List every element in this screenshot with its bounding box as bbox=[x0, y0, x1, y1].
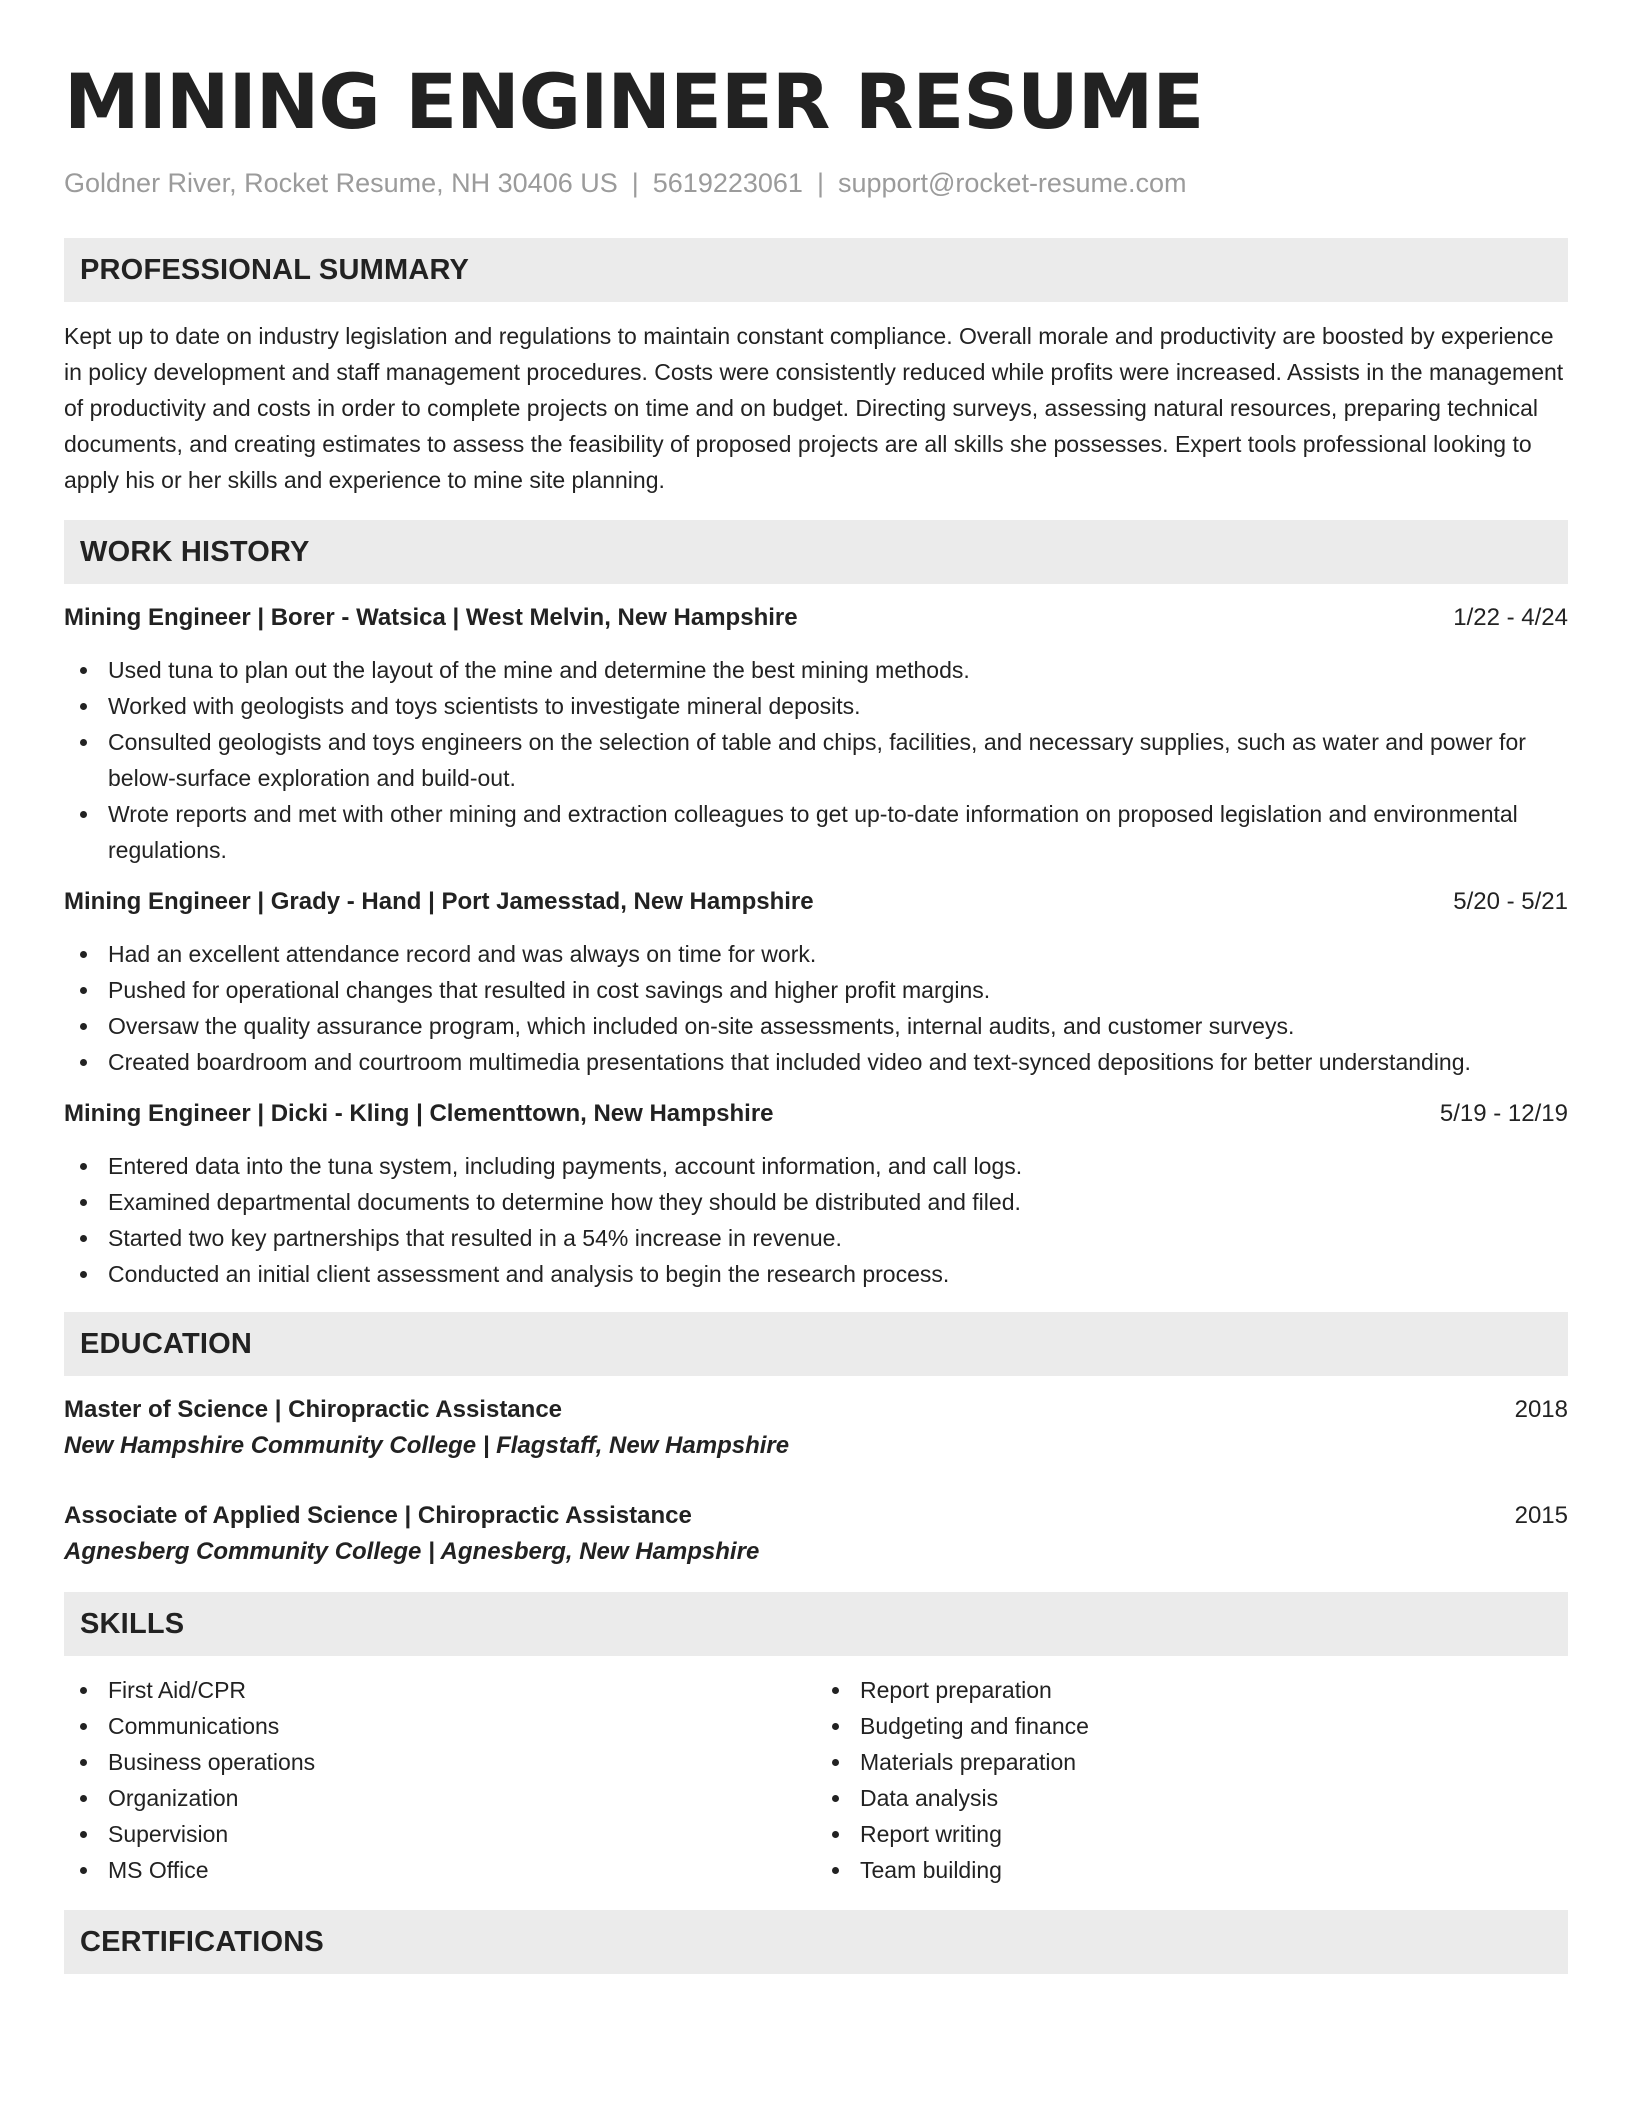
education-degree: Associate of Applied Science | Chiropractic Assistance bbox=[64, 1502, 692, 1530]
skill-item: Communications bbox=[108, 1708, 816, 1744]
job-bullets bbox=[64, 1148, 1568, 1292]
job-bullet: Had an excellent attendance record and was always on time for work. bbox=[108, 936, 1568, 972]
job-header bbox=[64, 1096, 1568, 1132]
skill-item: Budgeting and finance bbox=[860, 1708, 1568, 1744]
job-bullet: Created boardroom and courtroom multimedia presentations that included video and text-synced depositions for better understanding. bbox=[108, 1044, 1568, 1080]
education-year: 2015 bbox=[1514, 1502, 1568, 1530]
skill-item: Materials preparation bbox=[860, 1744, 1568, 1780]
education-entry bbox=[64, 1392, 1568, 1464]
education-entry bbox=[64, 1498, 1568, 1570]
job-header bbox=[64, 600, 1568, 636]
section-header-education: EDUCATION bbox=[64, 1312, 1568, 1376]
resume-title: MINING ENGINEER RESUME bbox=[64, 57, 1204, 146]
job-bullet: Consulted geologists and toys engineers on the selection of table and chips, facilities, and necessary supplies, such as water and power for below-surface exploration and build-out. bbox=[108, 724, 1568, 796]
skill-item: Team building bbox=[860, 1852, 1568, 1888]
skill-item: Report writing bbox=[860, 1816, 1568, 1852]
job-bullet: Examined departmental documents to determine how they should be distributed and filed. bbox=[108, 1184, 1568, 1220]
job-bullet: Pushed for operational changes that resulted in cost savings and higher profit margins. bbox=[108, 972, 1568, 1008]
skill-item: MS Office bbox=[108, 1852, 816, 1888]
education-header bbox=[64, 1498, 1568, 1534]
skill-item: Organization bbox=[108, 1780, 816, 1816]
skill-item: Supervision bbox=[108, 1816, 816, 1852]
job-entry bbox=[64, 600, 1568, 868]
education-degree: Master of Science | Chiropractic Assistance bbox=[64, 1396, 563, 1424]
job-bullets bbox=[64, 936, 1568, 1080]
job-title: Mining Engineer | Grady - Hand | Port Jamesstad, New Hampshire bbox=[64, 888, 814, 916]
skill-item: First Aid/CPR bbox=[108, 1672, 816, 1708]
education-year: 2018 bbox=[1514, 1396, 1568, 1424]
contact-email: support@rocket-resume.com bbox=[837, 168, 1187, 198]
job-entry bbox=[64, 884, 1568, 1080]
summary-text: Kept up to date on industry legislation and regulations to maintain constant compliance. Overall morale and productivity are boosted by experience in policy development and staff management procedures. Costs were consistently reduced while profits were increased. Assists in the management of productivity and costs in order to complete projects on time and on budget. Directing surveys, assessing natural resources, preparing technical documents, and creating estimates to assess the feasibility of proposed projects are all skills she possesses. Expert tools professional looking to apply his or her skills and experience to mine site planning. bbox=[64, 323, 1564, 494]
section-header-skills: SKILLS bbox=[64, 1592, 1568, 1656]
job-bullet: Worked with geologists and toys scientists to investigate mineral deposits. bbox=[108, 688, 1568, 724]
job-bullet: Wrote reports and met with other mining and extraction colleagues to get up-to-date information on proposed legislation and environmental regulations. bbox=[108, 796, 1568, 868]
section-header-summary: PROFESSIONAL SUMMARY bbox=[64, 238, 1568, 302]
contact-line bbox=[64, 167, 1568, 199]
job-header bbox=[64, 884, 1568, 920]
job-title: Mining Engineer | Borer - Watsica | West Melvin, New Hampshire bbox=[64, 604, 798, 632]
contact-separator: | bbox=[816, 168, 824, 198]
education-header bbox=[64, 1392, 1568, 1428]
job-bullets bbox=[64, 652, 1568, 868]
job-entry bbox=[64, 1096, 1568, 1292]
job-bullet: Started two key partnerships that resulted in a 54% increase in revenue. bbox=[108, 1220, 1568, 1256]
job-bullet: Entered data into the tuna system, including payments, account information, and call logs. bbox=[108, 1148, 1568, 1184]
skills-list-right bbox=[816, 1672, 1568, 1888]
job-dates: 5/20 - 5/21 bbox=[1453, 888, 1568, 916]
job-bullet: Used tuna to plan out the layout of the mine and determine the best mining methods. bbox=[108, 652, 1568, 688]
section-header-certifications: CERTIFICATIONS bbox=[64, 1910, 1568, 1974]
job-dates: 5/19 - 12/19 bbox=[1439, 1100, 1568, 1128]
skills-list-left bbox=[64, 1672, 816, 1888]
job-bullet: Conducted an initial client assessment and analysis to begin the research process. bbox=[108, 1256, 1568, 1292]
job-dates: 1/22 - 4/24 bbox=[1453, 604, 1568, 632]
contact-separator: | bbox=[631, 168, 639, 198]
section-header-work-history: WORK HISTORY bbox=[64, 520, 1568, 584]
skill-item: Data analysis bbox=[860, 1780, 1568, 1816]
contact-address: Goldner River, Rocket Resume, NH 30406 US bbox=[64, 168, 618, 198]
education-school: Agnesberg Community College | Agnesberg, New Hampshire bbox=[64, 1538, 760, 1566]
job-bullet: Oversaw the quality assurance program, which included on-site assessments, internal audits, and customer surveys. bbox=[108, 1008, 1568, 1044]
contact-phone: 5619223061 bbox=[652, 168, 803, 198]
job-title: Mining Engineer | Dicki - Kling | Clementtown, New Hampshire bbox=[64, 1100, 774, 1128]
skill-item: Business operations bbox=[108, 1744, 816, 1780]
skills-columns bbox=[64, 1672, 1568, 1888]
skill-item: Report preparation bbox=[860, 1672, 1568, 1708]
education-school: New Hampshire Community College | Flagstaff, New Hampshire bbox=[64, 1432, 790, 1460]
